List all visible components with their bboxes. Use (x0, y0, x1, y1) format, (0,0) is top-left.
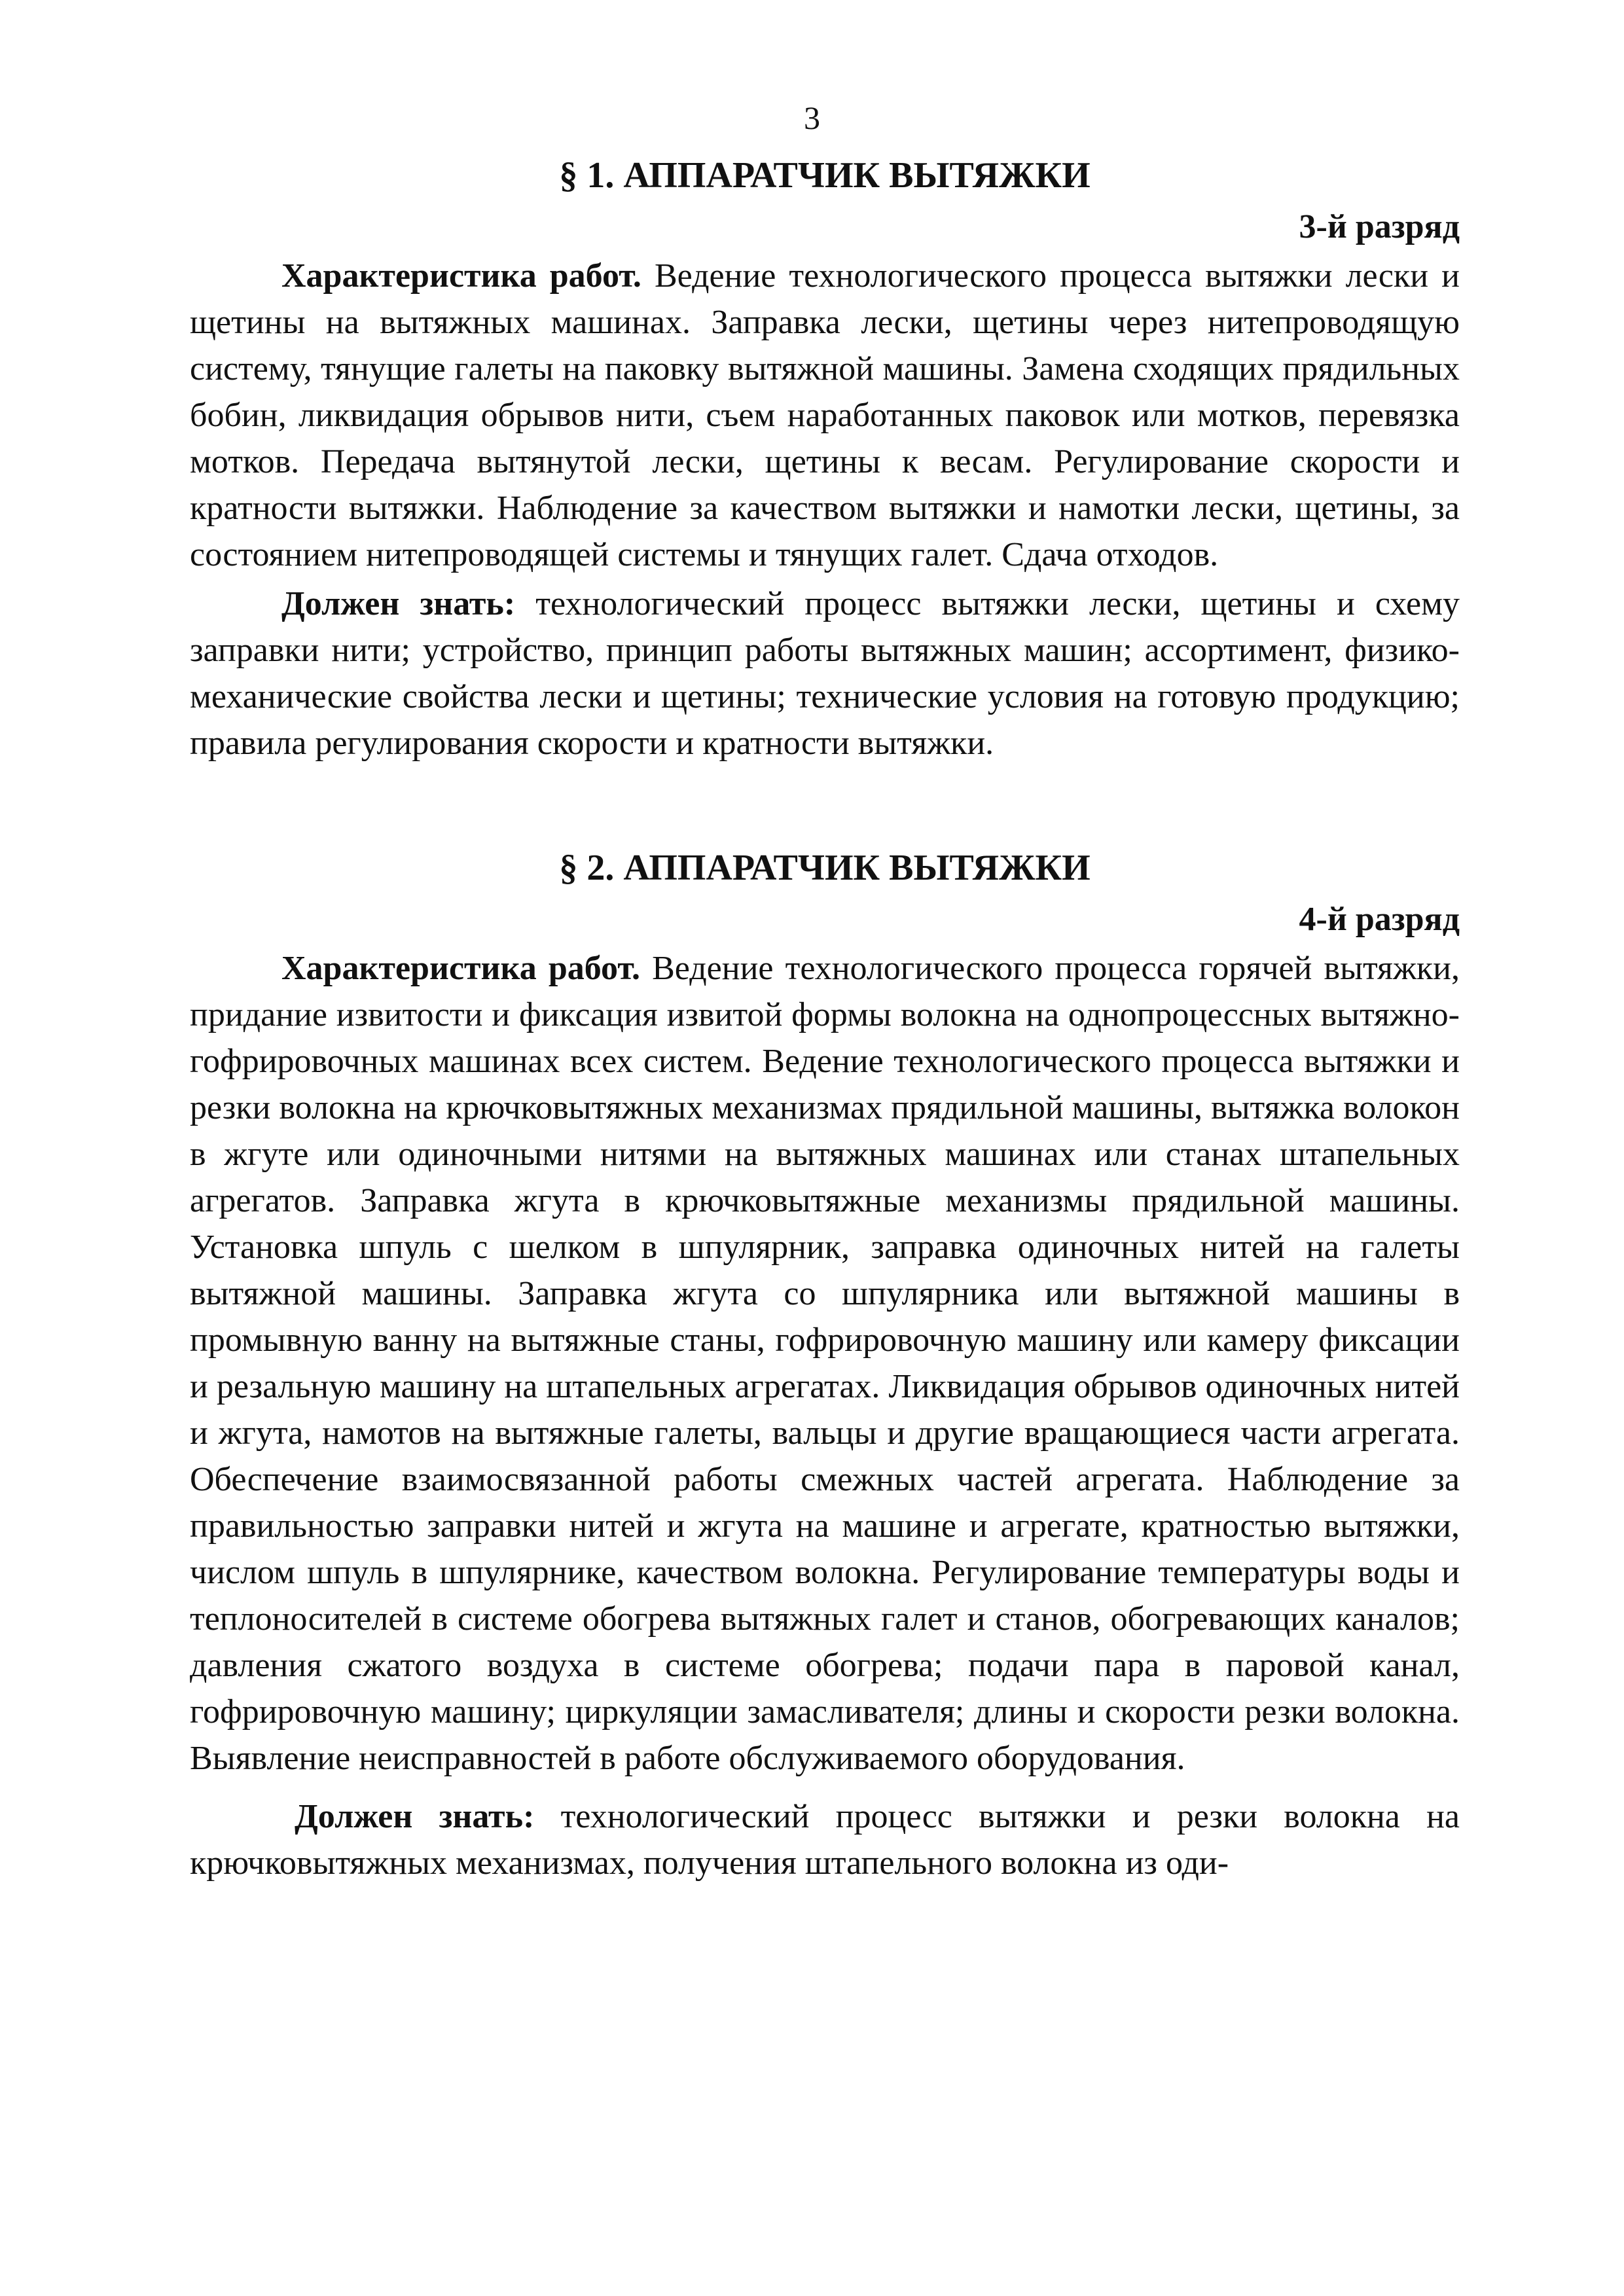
page-content (190, 149, 1460, 1886)
characteristics-text: Ведение технологического процесса горячей вытяжки, придание извитости и фиксация извитой формы волокна на однопроцессных вытяжно-гофрировочных машинах всех систем. Ведение технологического процесса вытяжки и резки волокна на крючковытяжных механизмах прядильной машины, вытяжка волокон в жгуте или одиночными нитями на вытяжных машинах или станах штапельных агрегатов. Заправка жгута в крючковытяжные механизмы прядильной машины. Установка шпуль с шелком в шпулярник, заправка одиночных нитей на галеты вытяжной машины. Заправка жгута со шпулярника или вытяжной машины в промывную ванну на вытяжные станы, гофрировочную машину или камеру фиксации и резальную машину на штапельных агрегатах. Ликвидация обрывов одиночных нитей и жгута, намотов на вытяжные галеты, вальцы и другие вращающиеся части агрегата. Обеспечение взаимосвязанной работы смежных частей агрегата. Наблюдение за правильностью заправки нитей и жгута на машине и агрегате, кратностью вытяжки, числом шпуль в шпулярнике, качеством волокна. Регулирование температуры воды и теплоносителей в системе обогрева вытяжных галет и станов, обогревающих каналов; давления сжатого воздуха в системе обогрева; подачи пара в паровой канал, гофрировочную машину; циркуляции замасливателя; длины и скорости резки волокна. Выявление неисправностей в работе обслуживаемого оборудования. (190, 950, 1460, 1777)
characteristics-label: Характеристика работ. (281, 257, 641, 295)
grade-label: 4-й разряд (1299, 901, 1460, 938)
section-2 (190, 842, 1460, 1886)
knowledge-text: технологический процесс вытяжки и резки волокна на крючковытяжных механизмах, получения штапельного волокна из оди- (190, 1798, 1460, 1882)
grade-label: 3-й разряд (1299, 208, 1460, 245)
knowledge-paragraph (190, 581, 1460, 766)
section-1 (190, 149, 1460, 766)
knowledge-label: Должен знать: (281, 585, 516, 622)
section-title: § 2. АППАРАТЧИК ВЫТЯЖКИ (559, 848, 1091, 888)
knowledge-paragraph (190, 1793, 1460, 1886)
characteristics-paragraph (190, 253, 1460, 578)
knowledge-text: технологический процесс вытяжки лески, щетины и схему заправки нити; устройство, принцип работы вытяжных машин; ассортимент, физико-механические свойства лески и щетины; технические условия на готовую продукцию; правила регулирования скорости и кратности вытяжки. (190, 585, 1460, 762)
characteristics-label: Характеристика работ. (281, 950, 640, 987)
characteristics-text: Ведение технологического процесса вытяжки лески и щетины на вытяжных машинах. Заправка лески, щетины через нитепроводящую систему, тянущие галеты на паковку вытяжной машины. Замена сходящих прядильных бобин, ликвидация обрывов нити, съем наработанных паковок или мотков, перевязка мотков. Передача вытянутой лески, щетины к весам. Регулирование скорости и кратности вытяжки. Наблюдение за качеством вытяжки и намотки лески, щетины, за состоянием нитепроводящей системы и тянущих галет. Сдача отходов. (190, 257, 1460, 573)
section-title: § 1. АППАРАТЧИК ВЫТЯЖКИ (559, 155, 1091, 196)
knowledge-label: Должен знать: (295, 1798, 535, 1835)
characteristics-paragraph (190, 945, 1460, 1782)
page-number: 3 (804, 99, 820, 136)
